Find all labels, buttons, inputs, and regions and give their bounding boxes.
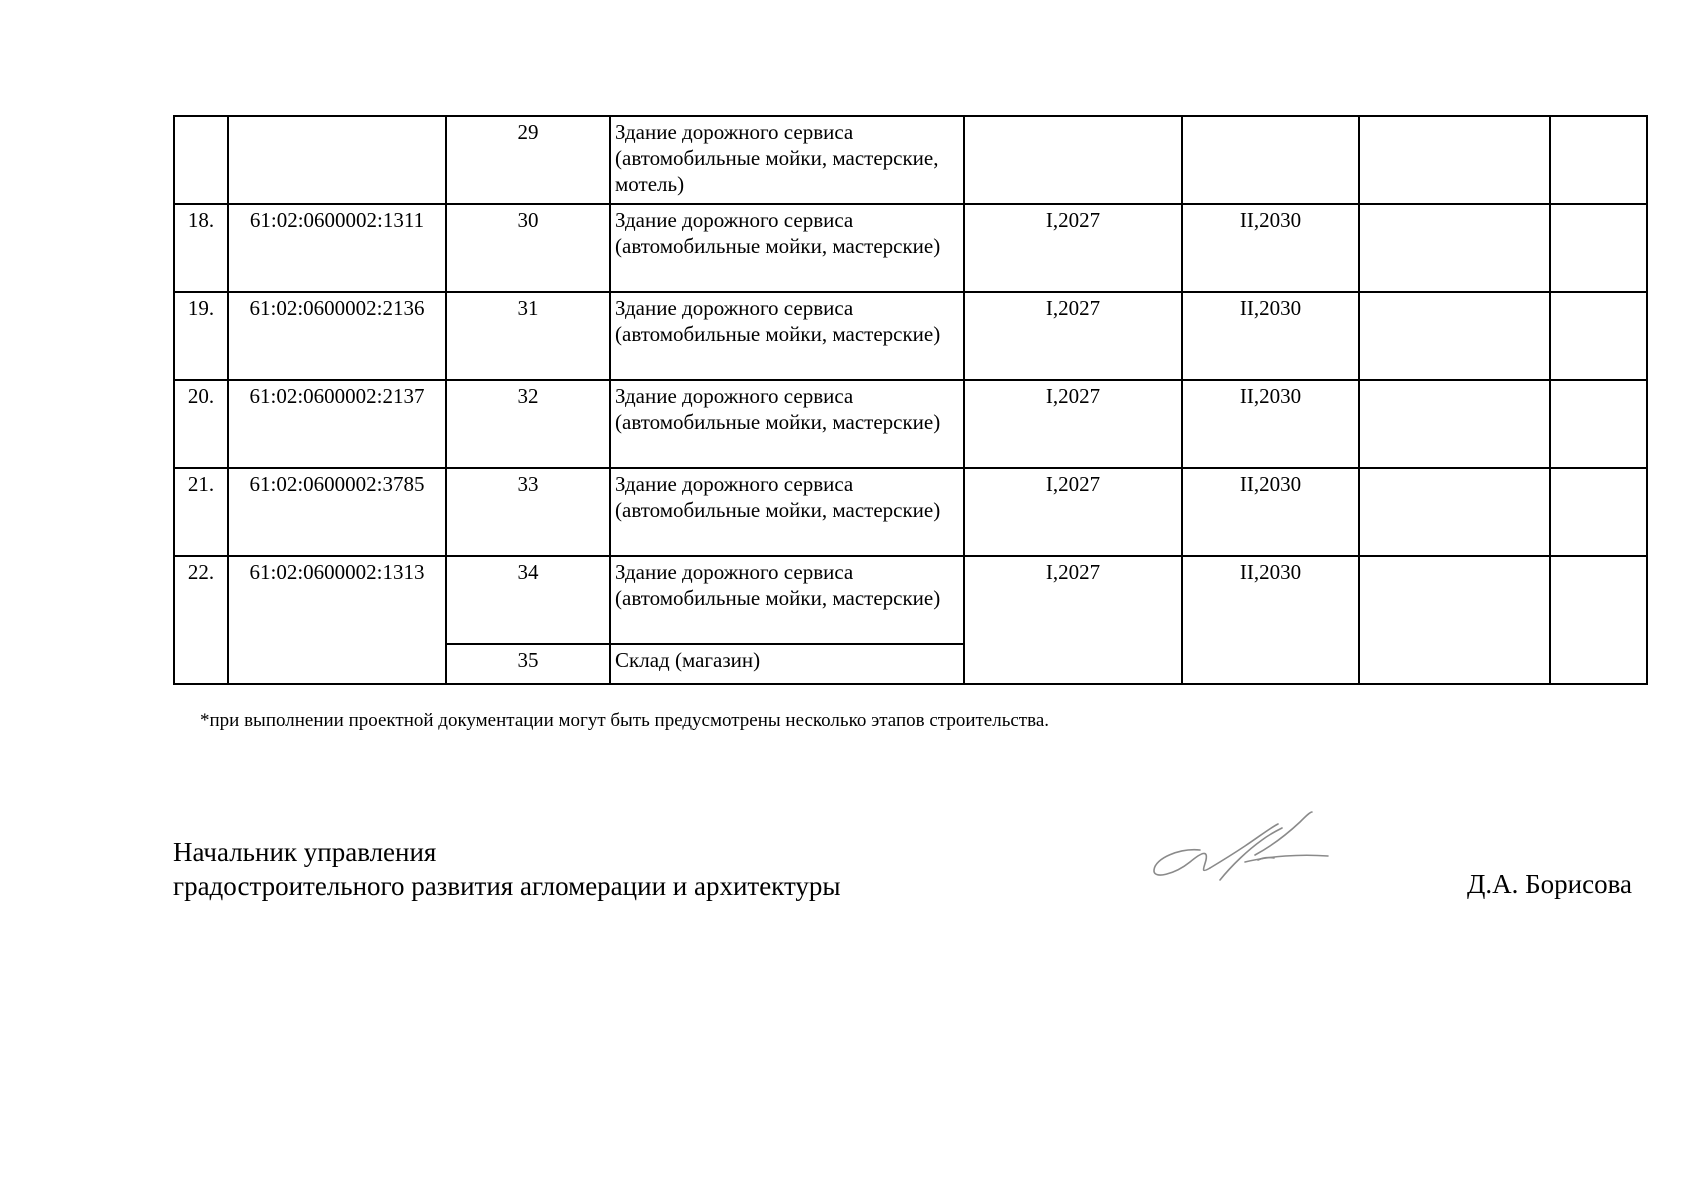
position-number-cell: 32: [446, 380, 610, 468]
position-number-cell: 33: [446, 468, 610, 556]
position-number-cell: 31: [446, 292, 610, 380]
position-number-cell: 34: [446, 556, 610, 644]
row-number-cell: 21.: [174, 468, 228, 556]
stage2-cell: [1182, 116, 1359, 204]
object-name-cell: Здание дорожного сервиса (автомобильные мойки, мастерские): [610, 556, 964, 644]
stage1-cell: I,2027: [964, 292, 1182, 380]
signatory-name: Д.А. Борисова: [1467, 869, 1632, 899]
object-name-cell: Склад (магазин): [610, 644, 964, 684]
handwritten-signature: [1150, 810, 1340, 890]
row-number-cell: 18.: [174, 204, 228, 292]
row-number-cell: 22.: [174, 556, 228, 684]
stage1-cell: I,2027: [964, 556, 1182, 684]
empty-cell: [1550, 380, 1647, 468]
table-row: [174, 468, 1647, 556]
cadastral-number-cell: 61:02:0600002:1311: [228, 204, 446, 292]
stage1-cell: [964, 116, 1182, 204]
object-name-cell: Здание дорожного сервиса (автомобильные мойки, мастерские): [610, 468, 964, 556]
row-number-cell: 19.: [174, 292, 228, 380]
signatory-title-line2: градостроительного развития агломерации и архитектуры: [173, 871, 841, 901]
object-name-cell: Здание дорожного сервиса (автомобильные мойки, мастерские, мотель): [610, 116, 964, 204]
table-row: [174, 116, 1647, 204]
stage1-cell: I,2027: [964, 468, 1182, 556]
position-number-cell: 35: [446, 644, 610, 684]
empty-cell: [1359, 468, 1550, 556]
table-row: [174, 380, 1647, 468]
empty-cell: [1550, 292, 1647, 380]
position-number-cell: 30: [446, 204, 610, 292]
row-number-cell: [174, 116, 228, 204]
cadastral-number-cell: [228, 116, 446, 204]
stage2-cell: II,2030: [1182, 468, 1359, 556]
empty-cell: [1359, 556, 1550, 684]
empty-cell: [1359, 292, 1550, 380]
stage1-cell: I,2027: [964, 204, 1182, 292]
objects-table: [173, 115, 1648, 685]
stage2-cell: II,2030: [1182, 380, 1359, 468]
empty-cell: [1359, 380, 1550, 468]
table-row: [174, 556, 1647, 644]
stage2-cell: II,2030: [1182, 292, 1359, 380]
footnote: *при выполнении проектной документации могут быть предусмотрены несколько этапов строительства.: [200, 710, 1050, 731]
cadastral-number-cell: 61:02:0600002:3785: [228, 468, 446, 556]
table-row: [174, 292, 1647, 380]
table-row: [174, 204, 1647, 292]
empty-cell: [1359, 204, 1550, 292]
object-name-cell: Здание дорожного сервиса (автомобильные мойки, мастерские): [610, 292, 964, 380]
cadastral-number-cell: 61:02:0600002:1313: [228, 556, 446, 684]
empty-cell: [1550, 116, 1647, 204]
object-name-cell: Здание дорожного сервиса (автомобильные мойки, мастерские): [610, 204, 964, 292]
stage2-cell: II,2030: [1182, 556, 1359, 684]
row-number-cell: 20.: [174, 380, 228, 468]
empty-cell: [1550, 204, 1647, 292]
signatory-title-line1: Начальник управления: [173, 837, 437, 867]
position-number-cell: 29: [446, 116, 610, 204]
stage2-cell: II,2030: [1182, 204, 1359, 292]
empty-cell: [1550, 556, 1647, 684]
stage1-cell: I,2027: [964, 380, 1182, 468]
signatory-title: [173, 835, 841, 903]
empty-cell: [1550, 468, 1647, 556]
cadastral-number-cell: 61:02:0600002:2136: [228, 292, 446, 380]
empty-cell: [1359, 116, 1550, 204]
cadastral-number-cell: 61:02:0600002:2137: [228, 380, 446, 468]
object-name-cell: Здание дорожного сервиса (автомобильные мойки, мастерские): [610, 380, 964, 468]
